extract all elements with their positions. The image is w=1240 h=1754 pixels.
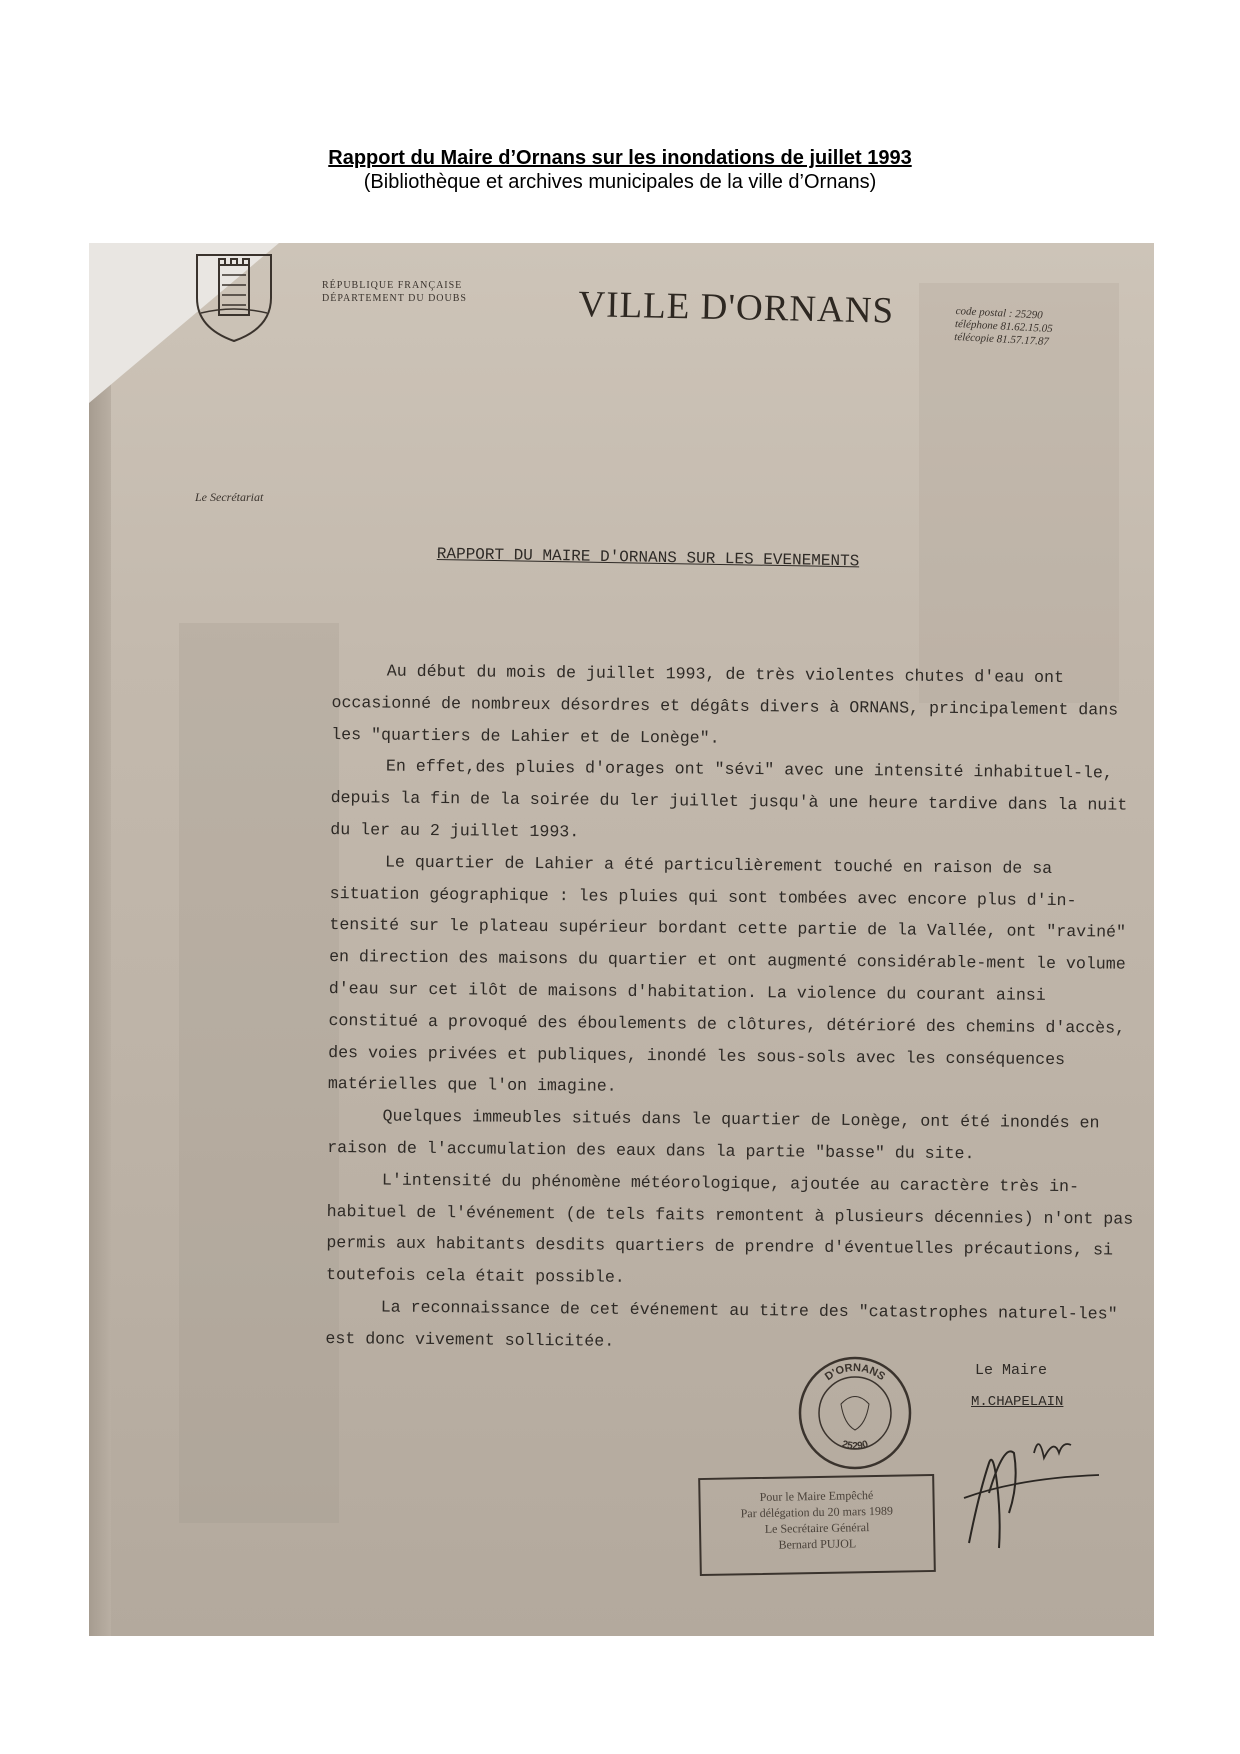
paragraph: Au début du mois de juillet 1993, de très violentes chutes d'eau ont occasionné de nombreux désordres et dégâts divers à ORNANS, principalement dans les "quartiers de Lahier et de Lonège".	[331, 661, 1119, 748]
stamp-line: Bernard PUJOL	[778, 1536, 857, 1552]
town-crest-icon	[189, 243, 279, 343]
document-subtitle: (Bibliothèque et archives municipales de la ville d’Ornans)	[363, 171, 877, 193]
letterhead-republique	[322, 279, 467, 305]
paragraph: La reconnaissance de cet événement au titre des "catastrophes naturel-les" est donc vivement sollicitée.	[325, 1297, 1118, 1351]
letterhead-town-name: VILLE D'ORNANS	[578, 283, 895, 332]
handwritten-signature-icon	[959, 1423, 1109, 1553]
paragraph: En effet,des pluies d'orages ont "sévi" avec une intensité inhabituel-le, depuis la fin de la soirée du ler juillet jusqu'à une heure tardive dans la nuit du ler au 2 juillet 1993.	[330, 756, 1128, 842]
seal-top-text: D'ORNANS	[822, 1361, 888, 1384]
letter-photograph	[89, 243, 1154, 1636]
stamp-line: Pour le Maire Empêché	[759, 1488, 874, 1504]
page-header	[0, 146, 1240, 194]
signatory-name: M.CHAPELAIN	[971, 1394, 1064, 1410]
svg-text:25290	[840, 1439, 870, 1452]
postal-code: code postal : 25290	[955, 305, 1043, 322]
paragraph: Le quartier de Lahier a été particulièrement touché en raison de sa situation géographique : les pluies qui sont tombées avec encore plus d'in-tensité sur le plateau supérieur bordant cette partie de la Vallée, ont "raviné" en direction des maisons du quartier et ont augmenté considérable-ment le volume d'eau sur cet ilôt de maisons d'habitation. La violence du courant ainsi constitué a provoqué des éboulements de clôtures, détérioré des chemins d'accès, des voies privées et publiques, inondé les sous-sols avec les conséquences matérielles que l'on imagine.	[327, 852, 1127, 1097]
delegation-stamp	[698, 1474, 936, 1576]
letterhead-contact	[954, 305, 1054, 349]
fax: télécopie 81.57.17.87	[954, 330, 1050, 348]
stamp-line: Le Secrétaire Général	[764, 1520, 870, 1536]
republique-label: RÉPUBLIQUE FRANÇAISE	[322, 280, 463, 291]
photo-shadow	[179, 623, 339, 1523]
municipal-seal-icon	[796, 1354, 914, 1472]
telephone: téléphone 81.62.15.05	[954, 317, 1053, 336]
report-heading: RAPPORT DU MAIRE D'ORNANS SUR LES EVENEMENTS	[436, 545, 860, 571]
stamp-line: Par délégation du 20 mars 1989	[740, 1503, 894, 1521]
svg-text:D'ORNANS	[823, 1362, 887, 1383]
document-title: Rapport du Maire d’Ornans sur les inondations de juillet 1993	[328, 147, 912, 169]
secretariat-label: Le Secrétariat	[195, 490, 264, 504]
signatory-title: Le Maire	[975, 1362, 1048, 1379]
seal-bottom-text: 25290	[840, 1438, 870, 1452]
photo-left-edge	[89, 383, 111, 1636]
paragraph: L'intensité du phénomène météorologique, ajoutée au caractère très in-habituel de l'événement (de tels faits remontent à plusieurs décennies) n'ont pas permis aux habitants desdits quartiers de prendre d'éventuelles précautions, si toutefois cela était possible.	[325, 1170, 1134, 1287]
departement-label: DÉPARTEMENT DU DOUBS	[322, 293, 467, 304]
report-body	[325, 655, 1142, 1362]
paragraph: Quelques immeubles situés dans le quartier de Lonège, ont été inondés en raison de l'accumulation des eaux dans la partie "basse" du site.	[327, 1106, 1100, 1164]
